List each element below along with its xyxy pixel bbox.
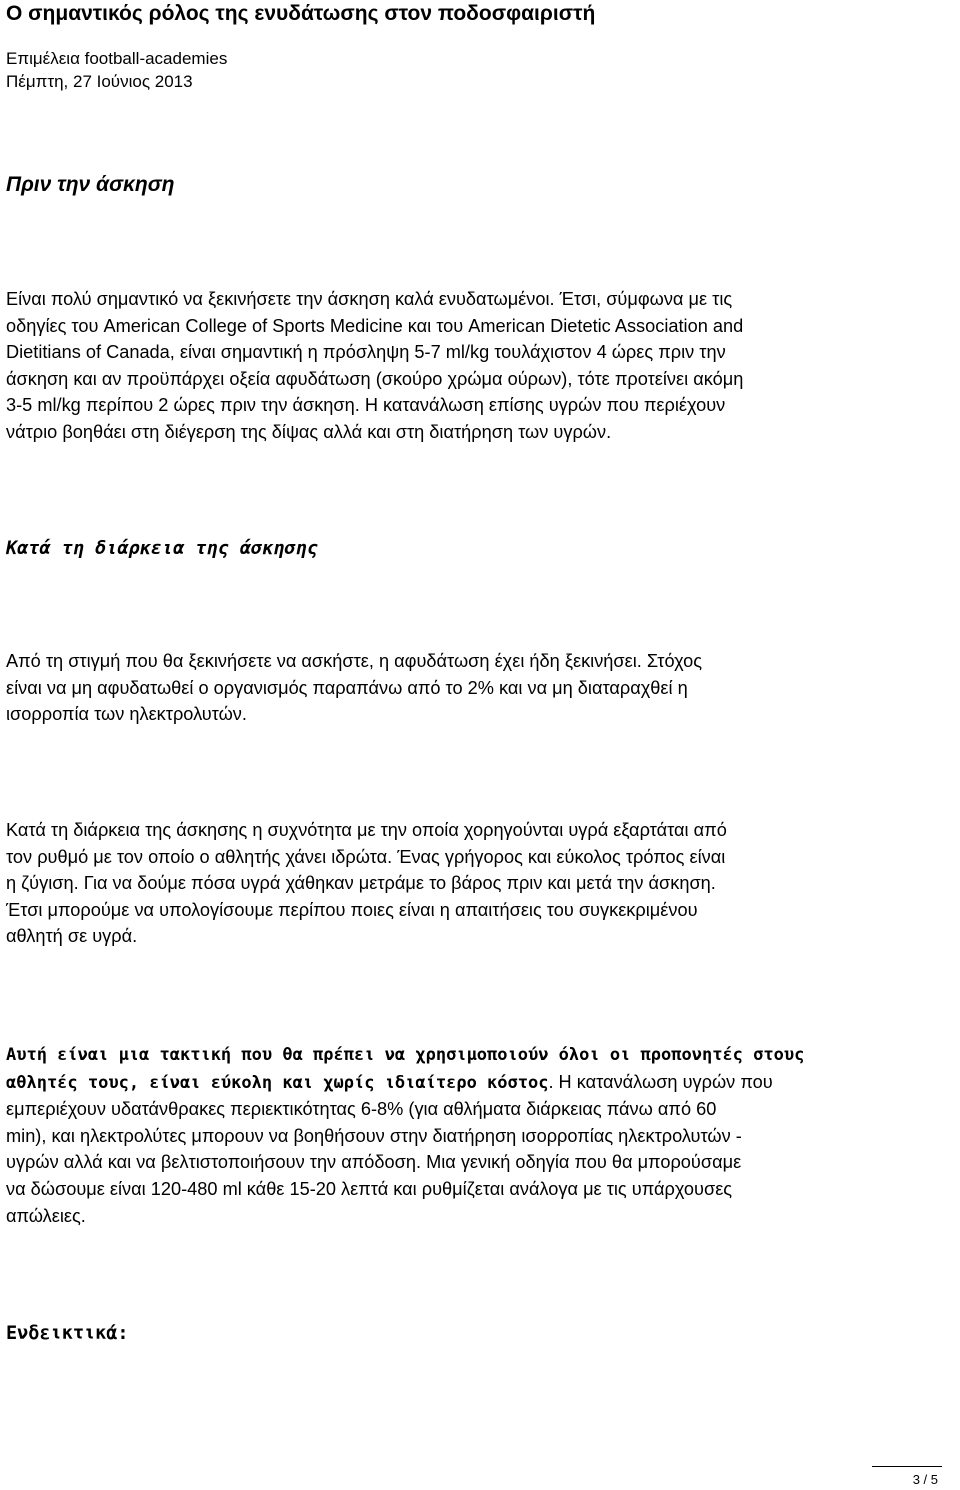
paragraph-line: η ζύγιση. Για να δούμε πόσα υγρά χάθηκαν μετράμε το βάρος πριν και μετά την άσκηση. (6, 873, 716, 894)
bold-emphasis: Αυτή είναι μια τακτική που θα πρέπει να χρησιμοποιούν όλοι οι προπονητές στους (6, 1045, 805, 1065)
document-author: Επιμέλεια football-academies (6, 49, 228, 68)
footer-divider (872, 1466, 942, 1467)
paragraph-line: Είναι πολύ σημαντικό να ξεκινήσετε την άσκηση καλά ενυδατωμένοι. Έτσι, σύμφωνα με τις (6, 289, 733, 309)
paragraph-line: νάτριο βοηθάει στη διέγερση της δίψας αλλά και στη διατήρηση των υγρών. (6, 421, 612, 442)
paragraph-tactic (6, 1041, 956, 1229)
paragraph-line (6, 1041, 956, 1069)
paragraph-line: min), και ηλεκτρολύτες μπορουν να βοηθήσουν στην διατήρηση ισορροπίας ηλεκτρολυτών - (6, 1125, 742, 1146)
paragraph-line: οδηγίες του American College of Sports Medicine και του American Dietetic Association and (6, 315, 744, 336)
page-number: 3 / 5 (912, 1472, 938, 1487)
paragraph-line: τον ρυθμό με τον οποίο ο αθλητής χάνει ιδρώτα. Ένας γρήγορος και εύκολος τρόπος είναι (6, 846, 726, 867)
paragraph-line: υγρών αλλά και να βελτιστοποιήσουν την απόδοση. Μια γενική οδηγία που θα μπορούσαμε (6, 1152, 742, 1173)
paragraph-line: 3-5 ml/kg περίπου 2 ώρες πριν την άσκηση. Η κατανάλωση επίσης υγρών που περιέχουν (6, 395, 726, 416)
paragraph-line (6, 1069, 956, 1097)
paragraph-line: απώλειες. (6, 1205, 86, 1226)
document-title: Ο σημαντικός ρόλος της ενυδάτωσης στον ποδοσφαιριστή (6, 2, 596, 25)
paragraph-line: Έτσι μπορούμε να υπολογίσουμε περίπου ποιες είναι η απαιτήσεις του συγκεκριμένου (6, 899, 698, 920)
bold-emphasis: αθλητές τους, είναι εύκολη και χωρίς ιδιαίτερο κόστος (6, 1072, 549, 1093)
paragraph-line: να δώσουμε είναι 120-480 ml κάθε 15-20 λεπτά και ρυθμίζεται ανάλογα με τις υπάρχουσες (6, 1178, 733, 1199)
paragraph-text: . Η κατανάλωση υγρών που (548, 1071, 773, 1092)
paragraph-line: είναι να μη αφυδατωθεί ο οργανισμός παραπάνω από το 2% και να μη διαταραχθεί η (6, 677, 688, 698)
paragraph-during-1 (6, 648, 956, 728)
section-heading-before: Πριν την άσκηση (6, 173, 175, 196)
paragraph-line: αθλητή σε υγρά. (6, 926, 138, 947)
paragraph-line: εμπεριέχουν υδατάνθρακες περιεκτικότητας 6-8% (για αθλήματα διάρκειας πάνω από 60 (6, 1099, 717, 1120)
paragraph-line: άσκηση και αν προϋπάρχει οξεία αφυδάτωση (σκούρο χρώμα ούρων), τότε προτείνει ακόμη (6, 368, 744, 389)
paragraph-line: Από τη στιγμή που θα ξεκινήσετε να ασκήστε, η αφυδάτωση έχει ήδη ξεκινήσει. Στόχος (6, 651, 703, 671)
paragraph-line: Κατά τη διάρκεια της άσκησης η συχνότητα με την οποία χορηγούνται υγρά εξαρτάται από (6, 820, 727, 840)
paragraph-before-exercise (6, 286, 956, 446)
paragraph-line: ισορροπία των ηλεκτρολυτών. (6, 704, 247, 725)
section-heading-during: Κατά τη διάρκεια της άσκησης (6, 538, 318, 559)
document-date: Πέμπτη, 27 Ιούνιος 2013 (6, 72, 193, 91)
paragraph-during-2 (6, 817, 956, 950)
paragraph-line: Dietitians of Canada, είναι σημαντική η πρόσληψη 5-7 ml/kg τουλάχιστον 4 ώρες πριν την (6, 342, 726, 363)
section-heading-indicative: Ενδεικτικά: (6, 1323, 129, 1344)
